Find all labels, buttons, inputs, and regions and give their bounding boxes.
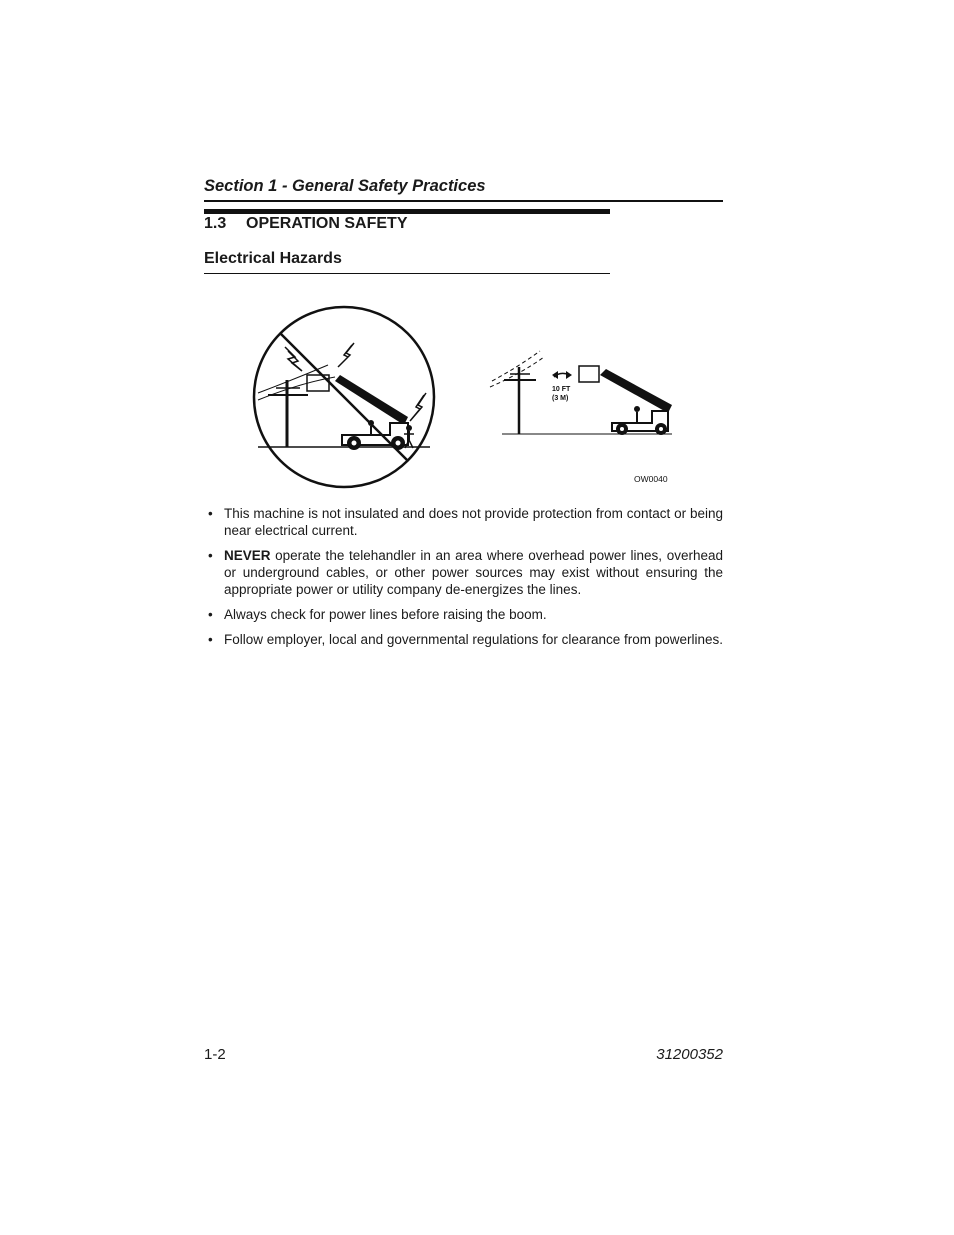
clearance-label-m: (3 M) <box>552 395 569 402</box>
list-item <box>204 631 723 648</box>
bullet-dot: • <box>208 506 213 521</box>
bullet-text: This machine is not insulated and does not provide protection from contact or being near electrical current. <box>224 506 723 538</box>
bullet-dot: • <box>208 548 213 563</box>
figure-id: OW0040 <box>634 474 668 484</box>
prohibited-scene-illustration <box>254 307 434 487</box>
section-title-text: OPERATION SAFETY <box>246 215 408 232</box>
safe-clearance-illustration <box>490 351 672 435</box>
list-item <box>204 547 723 598</box>
section-title <box>204 215 408 233</box>
subsection-rule <box>204 273 610 274</box>
electrical-hazard-figure <box>240 295 690 495</box>
section-rule <box>204 209 610 214</box>
bullet-text: Always check for power lines before raising the boom. <box>224 607 547 622</box>
bullet-text: operate the telehandler in an area where overhead power lines, overhead or underground cables, or other power sources may exist without ensuring the appropriate power or utility company de-energizes the lines. <box>224 548 723 597</box>
page-number: 1-2 <box>204 1046 226 1063</box>
clearance-label-ft: 10 FT <box>552 386 571 393</box>
bullet-text: Follow employer, local and governmental regulations for clearance from powerlines. <box>224 632 723 647</box>
safety-bullet-list <box>204 505 723 656</box>
section-number: 1.3 <box>204 215 227 232</box>
document-number: 31200352 <box>656 1046 723 1063</box>
bullet-dot: • <box>208 607 213 622</box>
bullet-dot: • <box>208 632 213 647</box>
list-item <box>204 505 723 539</box>
subsection-title: Electrical Hazards <box>204 250 342 267</box>
list-item <box>204 606 723 623</box>
section-header: Section 1 - General Safety Practices <box>204 177 486 195</box>
header-rule <box>204 200 723 202</box>
bullet-emphasis: NEVER <box>224 548 271 563</box>
